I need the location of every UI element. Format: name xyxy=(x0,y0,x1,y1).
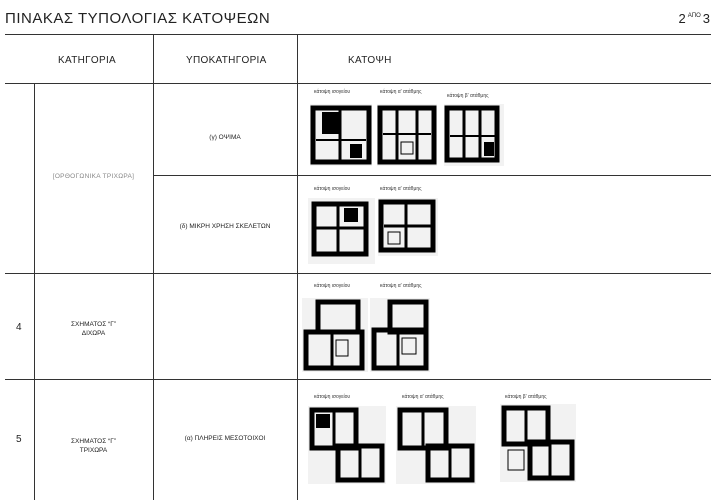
category-column-divider xyxy=(153,34,154,500)
floor-plan-drawing xyxy=(396,406,476,484)
row1-sub1-plan3-label: κάτοψη β' ατάθμης xyxy=(447,93,489,99)
page-current: 2 xyxy=(678,11,686,26)
row2-number: 4 xyxy=(16,322,22,333)
floor-plan-drawing xyxy=(378,198,438,256)
row-divider-1 xyxy=(5,273,711,274)
row3-plan1-label: κάτοψη ισογείου xyxy=(314,394,351,400)
subcategory-column-divider xyxy=(297,34,298,500)
row1-sub2-plan2-label: κάτοψη α' ατάθμης xyxy=(380,186,422,192)
row2-category xyxy=(34,320,153,339)
header-bottom-rule xyxy=(5,83,711,84)
floor-plan-drawing xyxy=(302,298,368,372)
floor-plan-drawing xyxy=(370,298,430,372)
row1-sub1-plan1-label: κάτοψη ισογείου xyxy=(314,89,351,95)
row3-category-line2: ΤΡΙΧΩΡΑ xyxy=(79,447,108,455)
row2-plan2-label: κάτοψη α' ατάθμης xyxy=(380,283,422,289)
row-divider-2 xyxy=(5,379,711,380)
row1-sub2-plan1-label: κάτοψη ισογείου xyxy=(314,186,351,192)
row3-number: 5 xyxy=(16,434,22,445)
row1-category: [ΟΡΘΟΓΩΝΙΚΑ ΤΡΙΧΩΡΑ] xyxy=(52,173,135,180)
row3-category xyxy=(34,437,153,456)
header-plan: ΚΑΤΟΨΗ xyxy=(348,55,392,66)
floor-plan-drawing xyxy=(377,104,437,166)
header-subcategory: ΥΠΟΚΑΤΗΓΟΡΙΑ xyxy=(186,55,267,66)
row1-sub1-label: (γ) ΟΨΙΜΑ xyxy=(209,134,241,141)
row1-sub1-plan2-label: κάτοψη α' ατάθμης xyxy=(380,89,422,95)
row3-plan3-label: κάτοψη β' ατάθμης xyxy=(505,394,547,400)
subrow-divider xyxy=(153,175,711,176)
floor-plan-drawing xyxy=(308,406,386,484)
row2-category-line1: ΣΧΗΜΑΤΟΣ “Γ” xyxy=(71,321,116,328)
row1-sub2-label: (δ) ΜΙΚΡΗ ΧΡΗΣΗ ΣΚΕΛΕΤΩΝ xyxy=(179,223,271,230)
page-separator: ΑΠΟ xyxy=(687,13,701,19)
page-total: 3 xyxy=(702,11,710,26)
row2-category-line2: ΔΙΧΩΡΑ xyxy=(81,330,106,338)
header-category: ΚΑΤΗΓΟΡΙΑ xyxy=(58,55,117,66)
table-top-rule xyxy=(5,34,711,35)
row3-plan2-label: κάτοψη α' ατάθμης xyxy=(402,394,444,400)
floor-plan-drawing xyxy=(310,104,372,166)
row3-category-line1: ΣΧΗΜΑΤΟΣ “Γ” xyxy=(71,438,116,445)
floor-plan-drawing xyxy=(500,404,576,482)
floor-plan-drawing xyxy=(308,198,375,264)
row2-plan1-label: κάτοψη ισογείου xyxy=(314,283,351,289)
floor-plan-drawing xyxy=(444,104,504,166)
page-number xyxy=(679,11,710,26)
page-title: ΠΙΝΑΚΑΣ ΤΥΠΟΛΟΓΙΑΣ ΚΑΤΟΨΕΩΝ xyxy=(5,10,271,27)
row3-sub-label: (α) ΠΛΗΡΕΙΣ ΜΕΣΟΤΟΙΧΟΙ xyxy=(184,435,266,442)
